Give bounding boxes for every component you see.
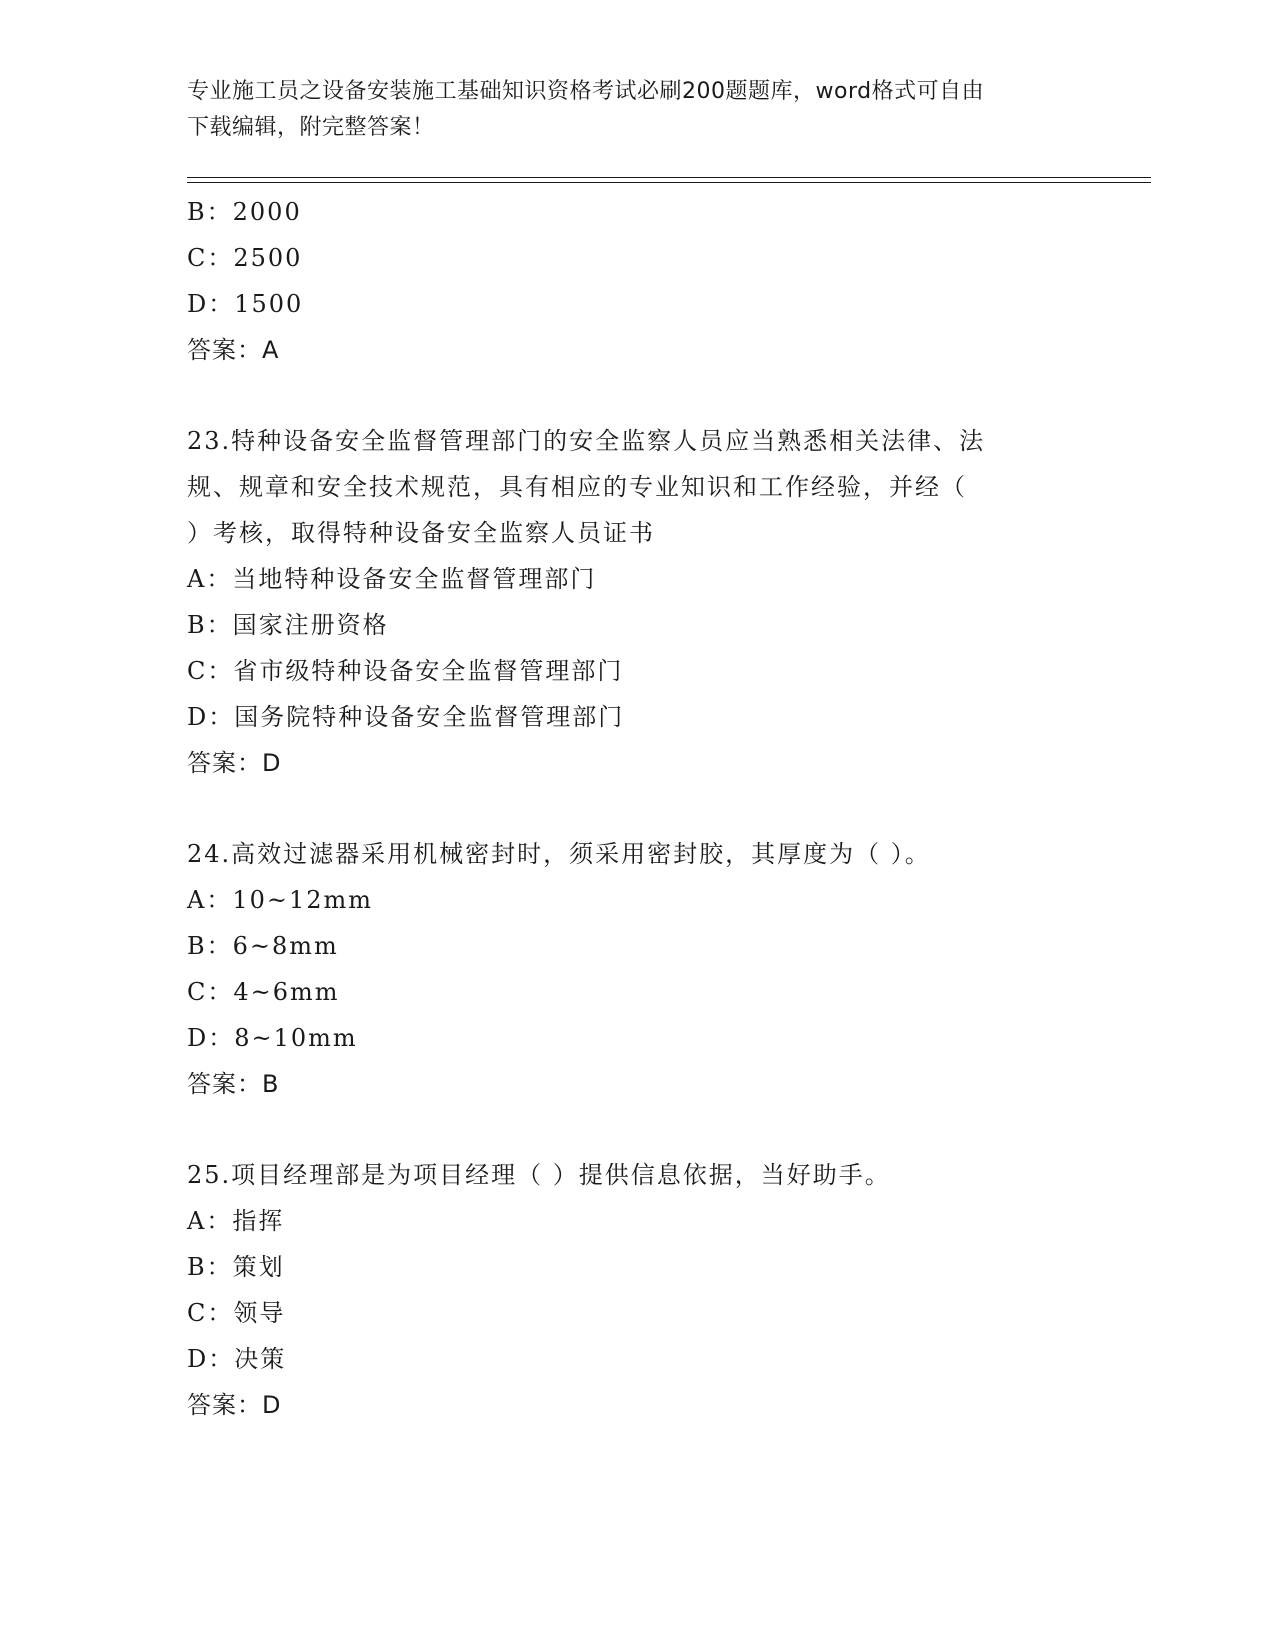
- option-b: B：策划: [187, 1253, 285, 1281]
- header-line-2: 下载编辑，附完整答案！: [187, 115, 435, 140]
- option-a: A：指挥: [187, 1207, 285, 1235]
- answer: 答案：A: [187, 336, 280, 364]
- question-22: [187, 189, 1087, 373]
- question-list: [187, 189, 1087, 1428]
- question-stem-line: 规、规章和安全技术规范，具有相应的专业知识和工作经验，并经（: [187, 473, 967, 501]
- option-d: D：决策: [187, 1345, 287, 1373]
- question-stem-line: 25.项目经理部是为项目经理（ ）提供信息依据，当好助手。: [187, 1161, 891, 1189]
- option-b: B：6~8mm: [187, 932, 339, 960]
- header-divider-top: [187, 177, 1151, 178]
- option-d: D：1500: [187, 290, 304, 318]
- document-header: [187, 74, 1087, 146]
- option-a: A：10~12mm: [187, 886, 374, 914]
- option-c: C：4~6mm: [187, 978, 340, 1006]
- question-24: [187, 831, 1087, 1107]
- answer: 答案：D: [187, 1391, 282, 1419]
- question-23: [187, 418, 1087, 786]
- question-stem-line: 24.高效过滤器采用机械密封时，须采用密封胶，其厚度为（ ）。: [187, 840, 931, 868]
- option-c: C：领导: [187, 1299, 286, 1327]
- option-c: C：2500: [187, 244, 303, 272]
- header-divider-bottom: [187, 182, 1151, 183]
- option-c: C：省市级特种设备安全监督管理部门: [187, 657, 624, 685]
- question-stem-line: 23.特种设备安全监督管理部门的安全监察人员应当熟悉相关法律、法: [187, 427, 986, 455]
- header-line-1: 专业施工员之设备安装施工基础知识资格考试必刷200题题库，word格式可自由: [187, 79, 985, 104]
- option-b: B：国家注册资格: [187, 611, 389, 639]
- question-25: [187, 1152, 1087, 1428]
- option-a: A：当地特种设备安全监督管理部门: [187, 565, 597, 593]
- option-d: D：国务院特种设备安全监督管理部门: [187, 703, 625, 731]
- answer: 答案：D: [187, 749, 282, 777]
- option-b: B：2000: [187, 198, 302, 226]
- question-stem-line: ）考核，取得特种设备安全监察人员证书: [187, 519, 655, 547]
- answer: 答案：B: [187, 1070, 280, 1098]
- option-d: D：8~10mm: [187, 1024, 358, 1052]
